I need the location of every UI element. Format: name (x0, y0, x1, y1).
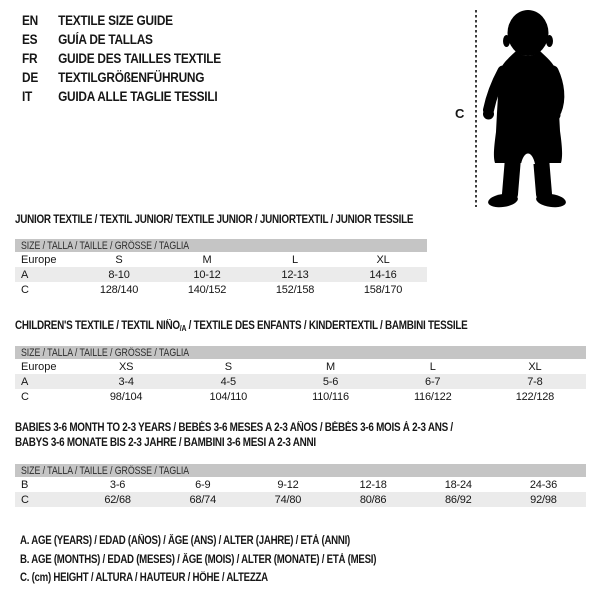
lang-code: IT (22, 89, 33, 104)
lang-title: GUÍA DE TALLAS (58, 32, 153, 47)
table-row (15, 374, 586, 389)
table-row (15, 267, 427, 282)
size-cell: 9-12 (277, 478, 299, 491)
size-cell: 3-4 (118, 375, 134, 388)
size-cell: XL (376, 253, 390, 266)
size-cell: 5-6 (322, 375, 339, 388)
row-label: Europe (21, 360, 57, 373)
size-cell: XL (528, 360, 542, 373)
size-header-label: SIZE / TALLA / TAILLE / GRÖSSE / TAGLIA (21, 239, 190, 252)
babies-table-body (15, 477, 586, 507)
size-cell: 62/68 (104, 493, 131, 506)
size-cell: 4-5 (220, 375, 236, 388)
size-cell: 14-16 (369, 268, 397, 281)
table-row (15, 492, 586, 507)
size-cell: S (115, 253, 123, 266)
lang-title: GUIDA ALLE TAGLIE TESSILI (58, 89, 218, 104)
lang-code: EN (22, 13, 38, 28)
size-header-bar (15, 346, 586, 359)
lang-code: ES (22, 32, 38, 47)
size-cell: 12-13 (281, 268, 309, 281)
size-cell: L (429, 360, 436, 373)
size-header-label: SIZE / TALLA / TAILLE / GRÖSSE / TAGLIA (21, 346, 190, 359)
size-cell: 18-24 (444, 478, 472, 491)
row-label: Europe (21, 253, 57, 266)
size-cell: M (326, 360, 335, 373)
size-cell: 152/158 (275, 283, 315, 296)
size-cell: 116/122 (413, 390, 452, 403)
lang-title: TEXTILE SIZE GUIDE (58, 13, 173, 28)
size-cell: L (292, 253, 298, 266)
size-cell: 8-10 (108, 268, 130, 281)
language-list (22, 11, 248, 106)
junior-table-title-text: JUNIOR TEXTILE / TEXTIL JUNIOR/ TEXTILE JUNIOR / JUNIORTEXTIL / JUNIOR TESSILE (15, 214, 414, 226)
children-table-title (15, 319, 467, 336)
size-header-bar (15, 464, 586, 477)
table-row (15, 282, 427, 297)
size-cell: M (202, 253, 212, 266)
legend-note-a: A. AGE (YEARS) / EDAD (AÑOS) / ÂGE (ANS) / ALTER (JAHRE) / ETÀ (ANNI) (20, 535, 351, 547)
height-measure-dashed-line (475, 10, 477, 207)
row-label: A (21, 268, 29, 281)
size-cell: 104/110 (209, 390, 248, 403)
lang-row-en (22, 11, 221, 30)
lang-row-it (22, 87, 221, 106)
size-cell: 140/152 (187, 283, 227, 296)
legend-notes (20, 535, 444, 591)
legend-note-b: B. AGE (MONTHS) / EDAD (MESES) / ÂGE (MOIS) / ALTER (MONATE) / ETÀ (MESI) (20, 553, 377, 566)
size-cell: 122/128 (515, 390, 555, 403)
size-cell: 6-9 (195, 478, 211, 491)
size-cell: 3-6 (109, 478, 126, 491)
lang-row-es (22, 30, 221, 49)
size-cell: 86/92 (445, 493, 472, 506)
babies-table-title (15, 421, 453, 451)
size-header-label: SIZE / TALLA / TAILLE / GRÖSSE / TAGLIA (21, 464, 190, 477)
size-cell: 7-8 (527, 375, 543, 388)
height-c-label: C (455, 106, 465, 121)
size-header-bar (15, 239, 427, 252)
row-label: C (21, 390, 29, 403)
children-table-title-sub: /A (179, 324, 187, 333)
babies-size-table (15, 464, 586, 507)
size-cell: 98/104 (109, 390, 143, 403)
size-cell: 6-7 (425, 375, 441, 388)
size-cell: 80/86 (359, 493, 387, 506)
size-cell: 158/170 (363, 283, 403, 296)
size-cell: S (224, 360, 232, 373)
babies-table-title-line1: BABIES 3-6 MONTH TO 2-3 YEARS / BEBÉS 3-6 MESES A 2-3 AÑOS / BÉBÉS 3-6 MOIS À 2-3 ANS / (15, 422, 453, 434)
size-cell: 68/74 (189, 493, 217, 506)
table-row (15, 359, 586, 374)
size-cell: 74/80 (274, 493, 302, 506)
table-row (15, 477, 586, 492)
lang-title: GUIDE DES TAILLES TEXTILE (58, 51, 221, 66)
children-table-body (15, 359, 586, 404)
toddler-silhouette-icon (483, 8, 578, 208)
size-cell: 110/116 (312, 390, 349, 403)
legend-note-c: C. (cm) HEIGHT / ALTURA / HAUTEUR / HÖHE / ALTEZZA (20, 572, 268, 584)
junior-table-title (15, 213, 413, 228)
junior-size-table (15, 239, 427, 297)
lang-title: TEXTILGRÖßENFÜHRUNG (58, 70, 205, 85)
junior-table-body (15, 252, 427, 297)
lang-row-de (22, 68, 221, 87)
size-cell: 24-36 (529, 478, 558, 491)
lang-code: FR (22, 51, 38, 66)
children-size-table (15, 346, 586, 404)
row-label: A (21, 375, 29, 388)
size-cell: XS (118, 360, 134, 373)
lang-code: DE (22, 70, 38, 85)
lang-row-fr (22, 49, 221, 68)
row-label: B (21, 478, 29, 491)
size-cell: 128/140 (99, 283, 139, 296)
children-table-title-text2: / TEXTILE DES ENFANTS / KINDERTEXTIL / BAMBINI TESSILE (186, 320, 468, 332)
size-cell: 92/98 (530, 493, 557, 506)
babies-table-title-line2: BABYS 3-6 MONATE BIS 2-3 JAHRE / BAMBINI 3-6 MESI A 2-3 ANNI (15, 437, 316, 449)
children-table-title-text: CHILDREN'S TEXTILE / TEXTIL NIÑO (15, 320, 180, 332)
table-row (15, 389, 586, 404)
size-cell: 10-12 (193, 268, 221, 281)
size-cell: 12-18 (359, 478, 387, 491)
row-label: C (21, 493, 29, 506)
row-label: C (21, 283, 29, 296)
table-row (15, 252, 427, 267)
